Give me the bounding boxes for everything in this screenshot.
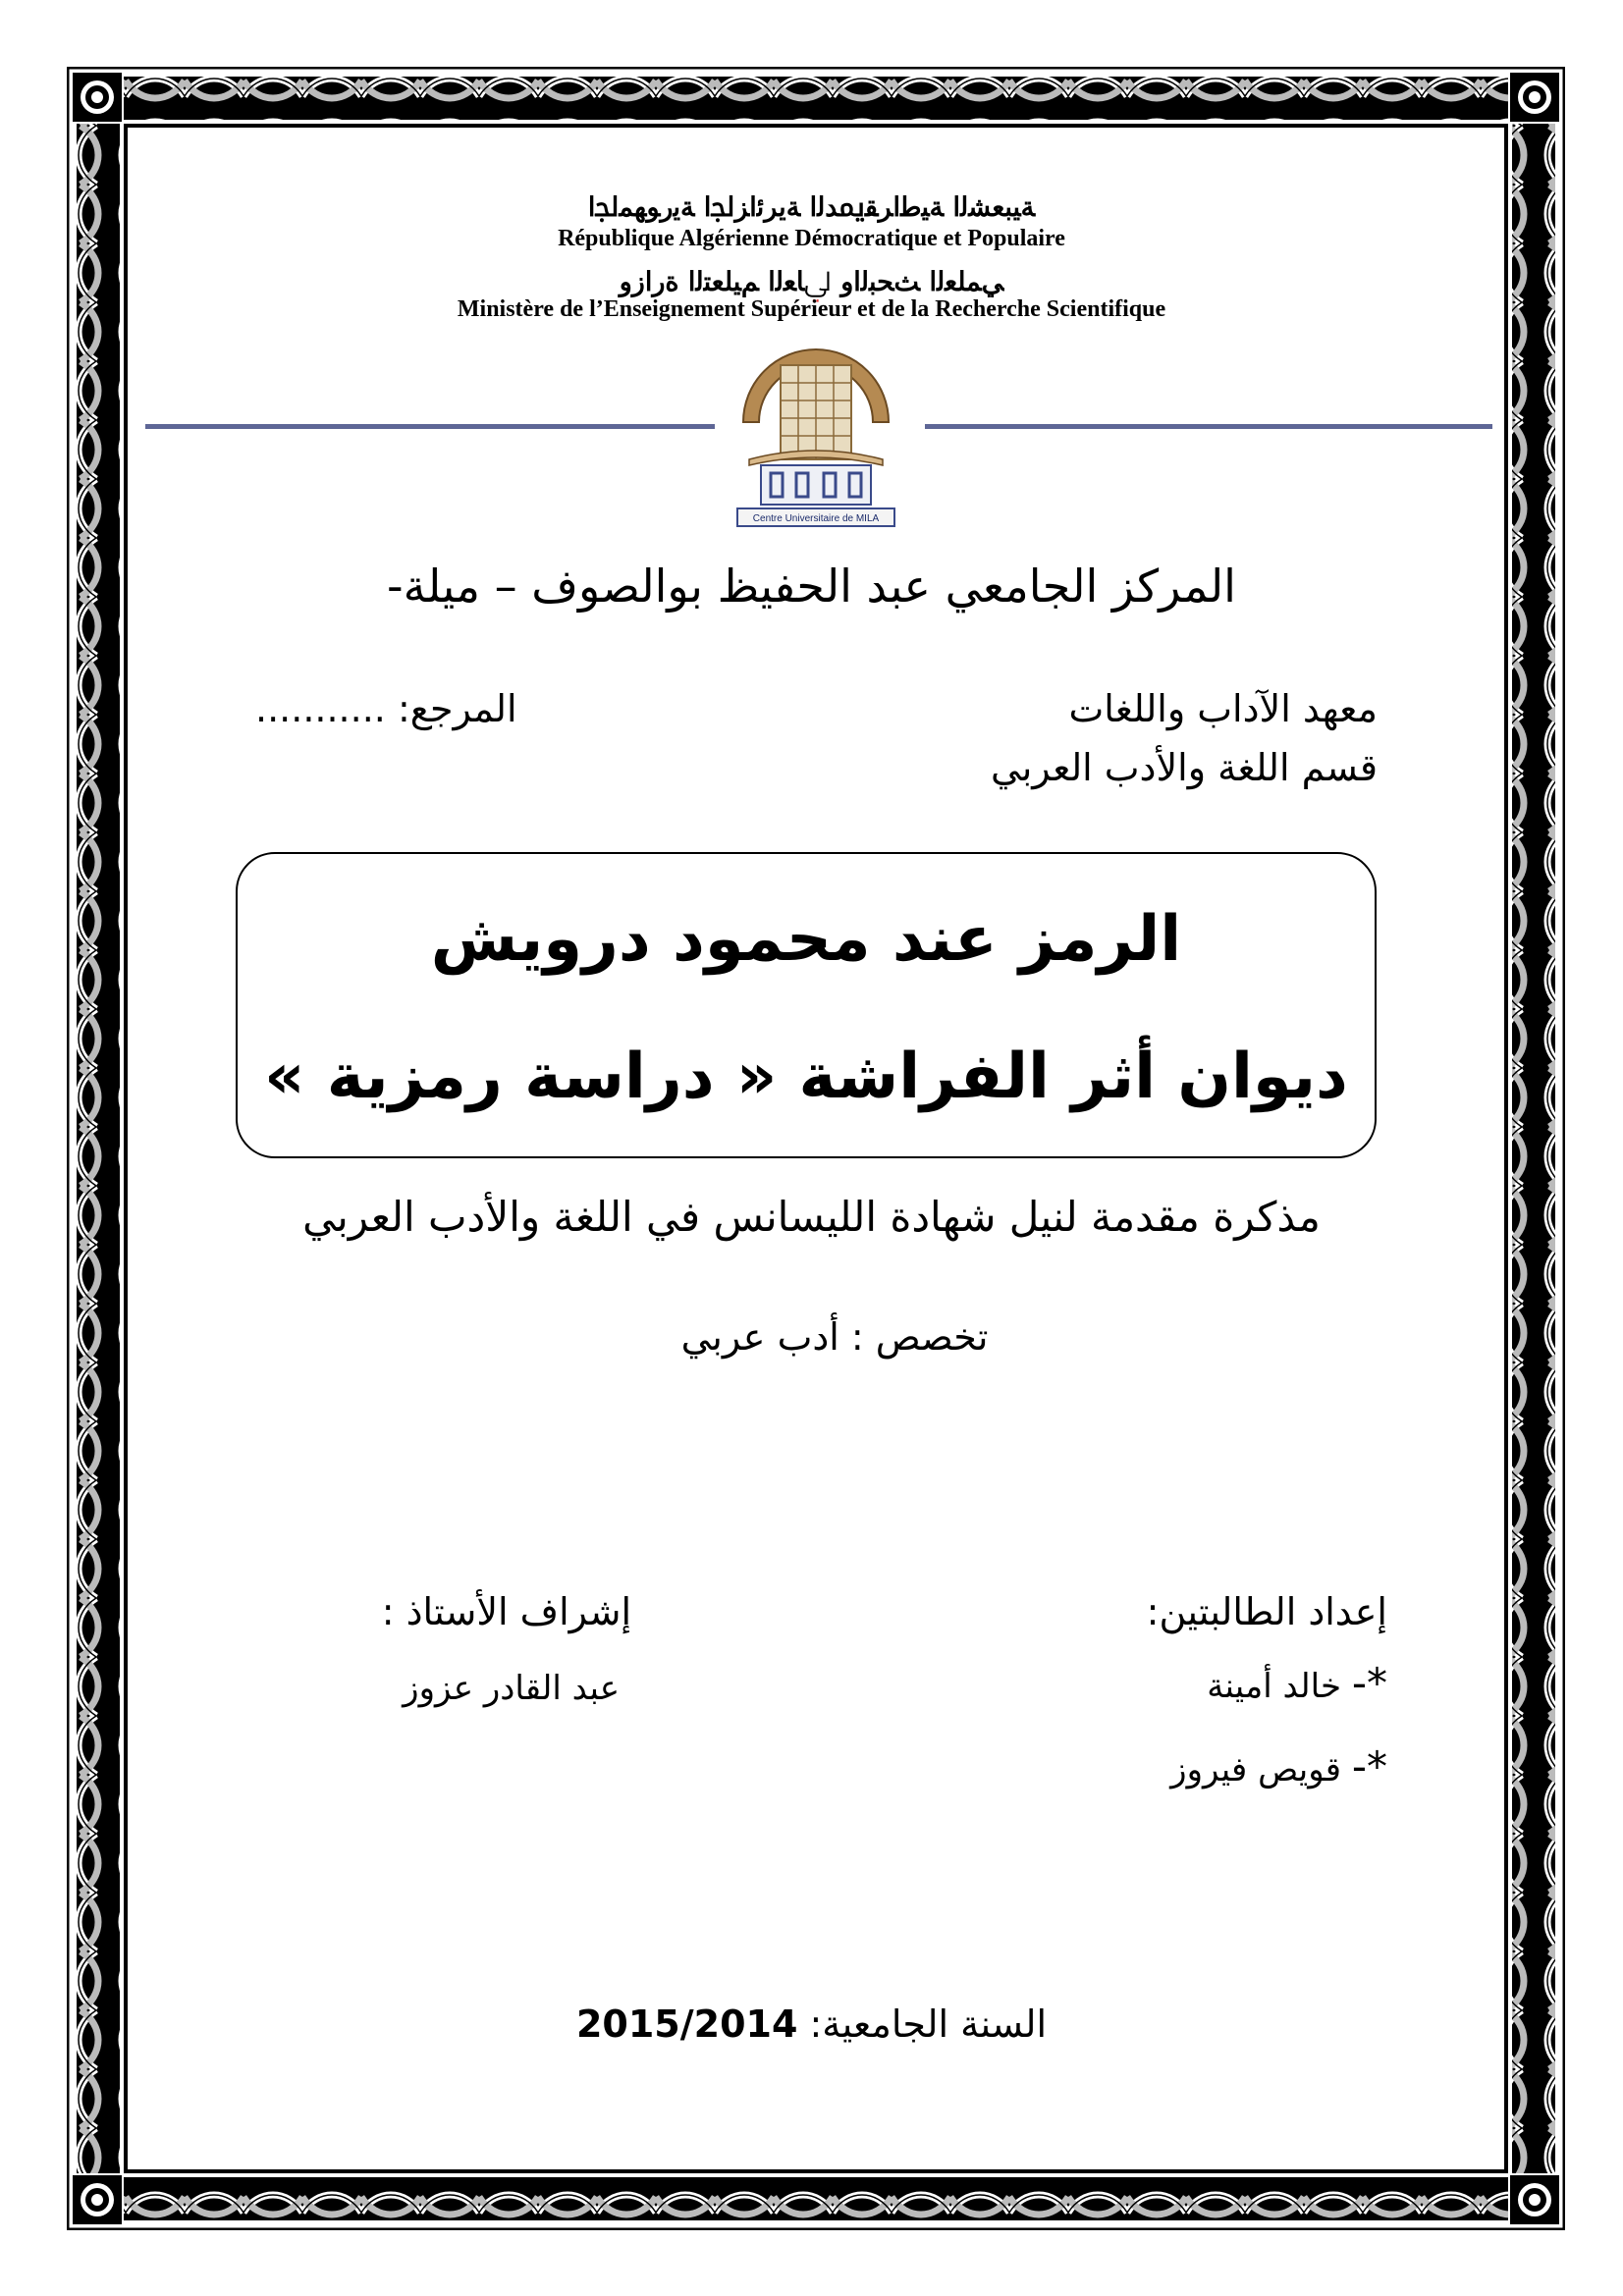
memo-description: مذكرة مقدمة لنيل شهادة الليسانس في اللغة والأدب العربي xyxy=(302,1193,1321,1241)
supervisor-name: عبد القادر عزوز xyxy=(403,1669,620,1708)
supervisor-label: إشراف الأستاذ : xyxy=(381,1590,631,1633)
university-logo xyxy=(730,344,902,528)
student-item xyxy=(1170,1742,1387,1790)
academic-year xyxy=(393,2002,1230,2046)
ministry-heading-fr: Ministère de l’Enseignement Supérieur et de la Recherche Scientifique xyxy=(457,296,1166,322)
arabic-ministry-heading: ﻲﻤﻠﻌﻟﺍ ﺚﺤﺒﻟﺍﻭ ﱄﺎﻌﻟﺍ ﻢﻴﻠﻌﺘﻟﺍ ﺓﺭﺍﺯﻭ xyxy=(619,267,1004,297)
logo-caption: Centre Universitaire de MILA xyxy=(752,513,880,524)
bullet-marker: *- xyxy=(1351,1742,1387,1790)
arabic-republic-heading: ﺔﻴﺒﻌﺸﻟﺍ ﺔﻴﻃﺍﺮﻘﳝﺪﻟﺍ ﺔﻳﺮﺋﺍﺰﳉﺍ ﺔﻳﺭﻮﻬﻤﳉﺍ xyxy=(587,192,1036,223)
student-name: خالد أمينة xyxy=(1207,1667,1342,1706)
academic-year-value: 2015/2014 xyxy=(575,2002,798,2046)
student-item xyxy=(1207,1659,1387,1707)
department-name: قسم اللغة والأدب العربي xyxy=(991,746,1378,789)
corner-ornament-icon xyxy=(1510,73,1559,122)
divider-right xyxy=(925,424,1492,429)
corner-ornament-icon xyxy=(73,73,122,122)
university-center-name: المركز الجامعي عبد الحفيظ بوالصوف – ميلة- xyxy=(387,560,1236,613)
bullet-marker: *- xyxy=(1351,1659,1387,1707)
institute-name: معهد الآداب واللغات xyxy=(1068,687,1378,730)
students-label: إعداد الطالبتين: xyxy=(1146,1590,1387,1633)
corner-ornament-icon xyxy=(73,2175,122,2224)
republic-heading-fr: République Algérienne Démocratique et Populaire xyxy=(558,226,1065,251)
specialty: تخصص : أدب عربي xyxy=(680,1315,989,1359)
reference-field: المرجع: ........... xyxy=(255,687,517,730)
thesis-title-line2: ديوان أثر الفراشة « دراسة رمزية » xyxy=(264,1041,1348,1113)
divider-left xyxy=(145,424,715,429)
student-name: قويص فيروز xyxy=(1170,1750,1342,1789)
thesis-title-line1: الرمز عند محمود درويش xyxy=(430,903,1182,976)
academic-year-label: السنة الجامعية: xyxy=(809,2002,1048,2046)
corner-ornament-icon xyxy=(1510,2175,1559,2224)
